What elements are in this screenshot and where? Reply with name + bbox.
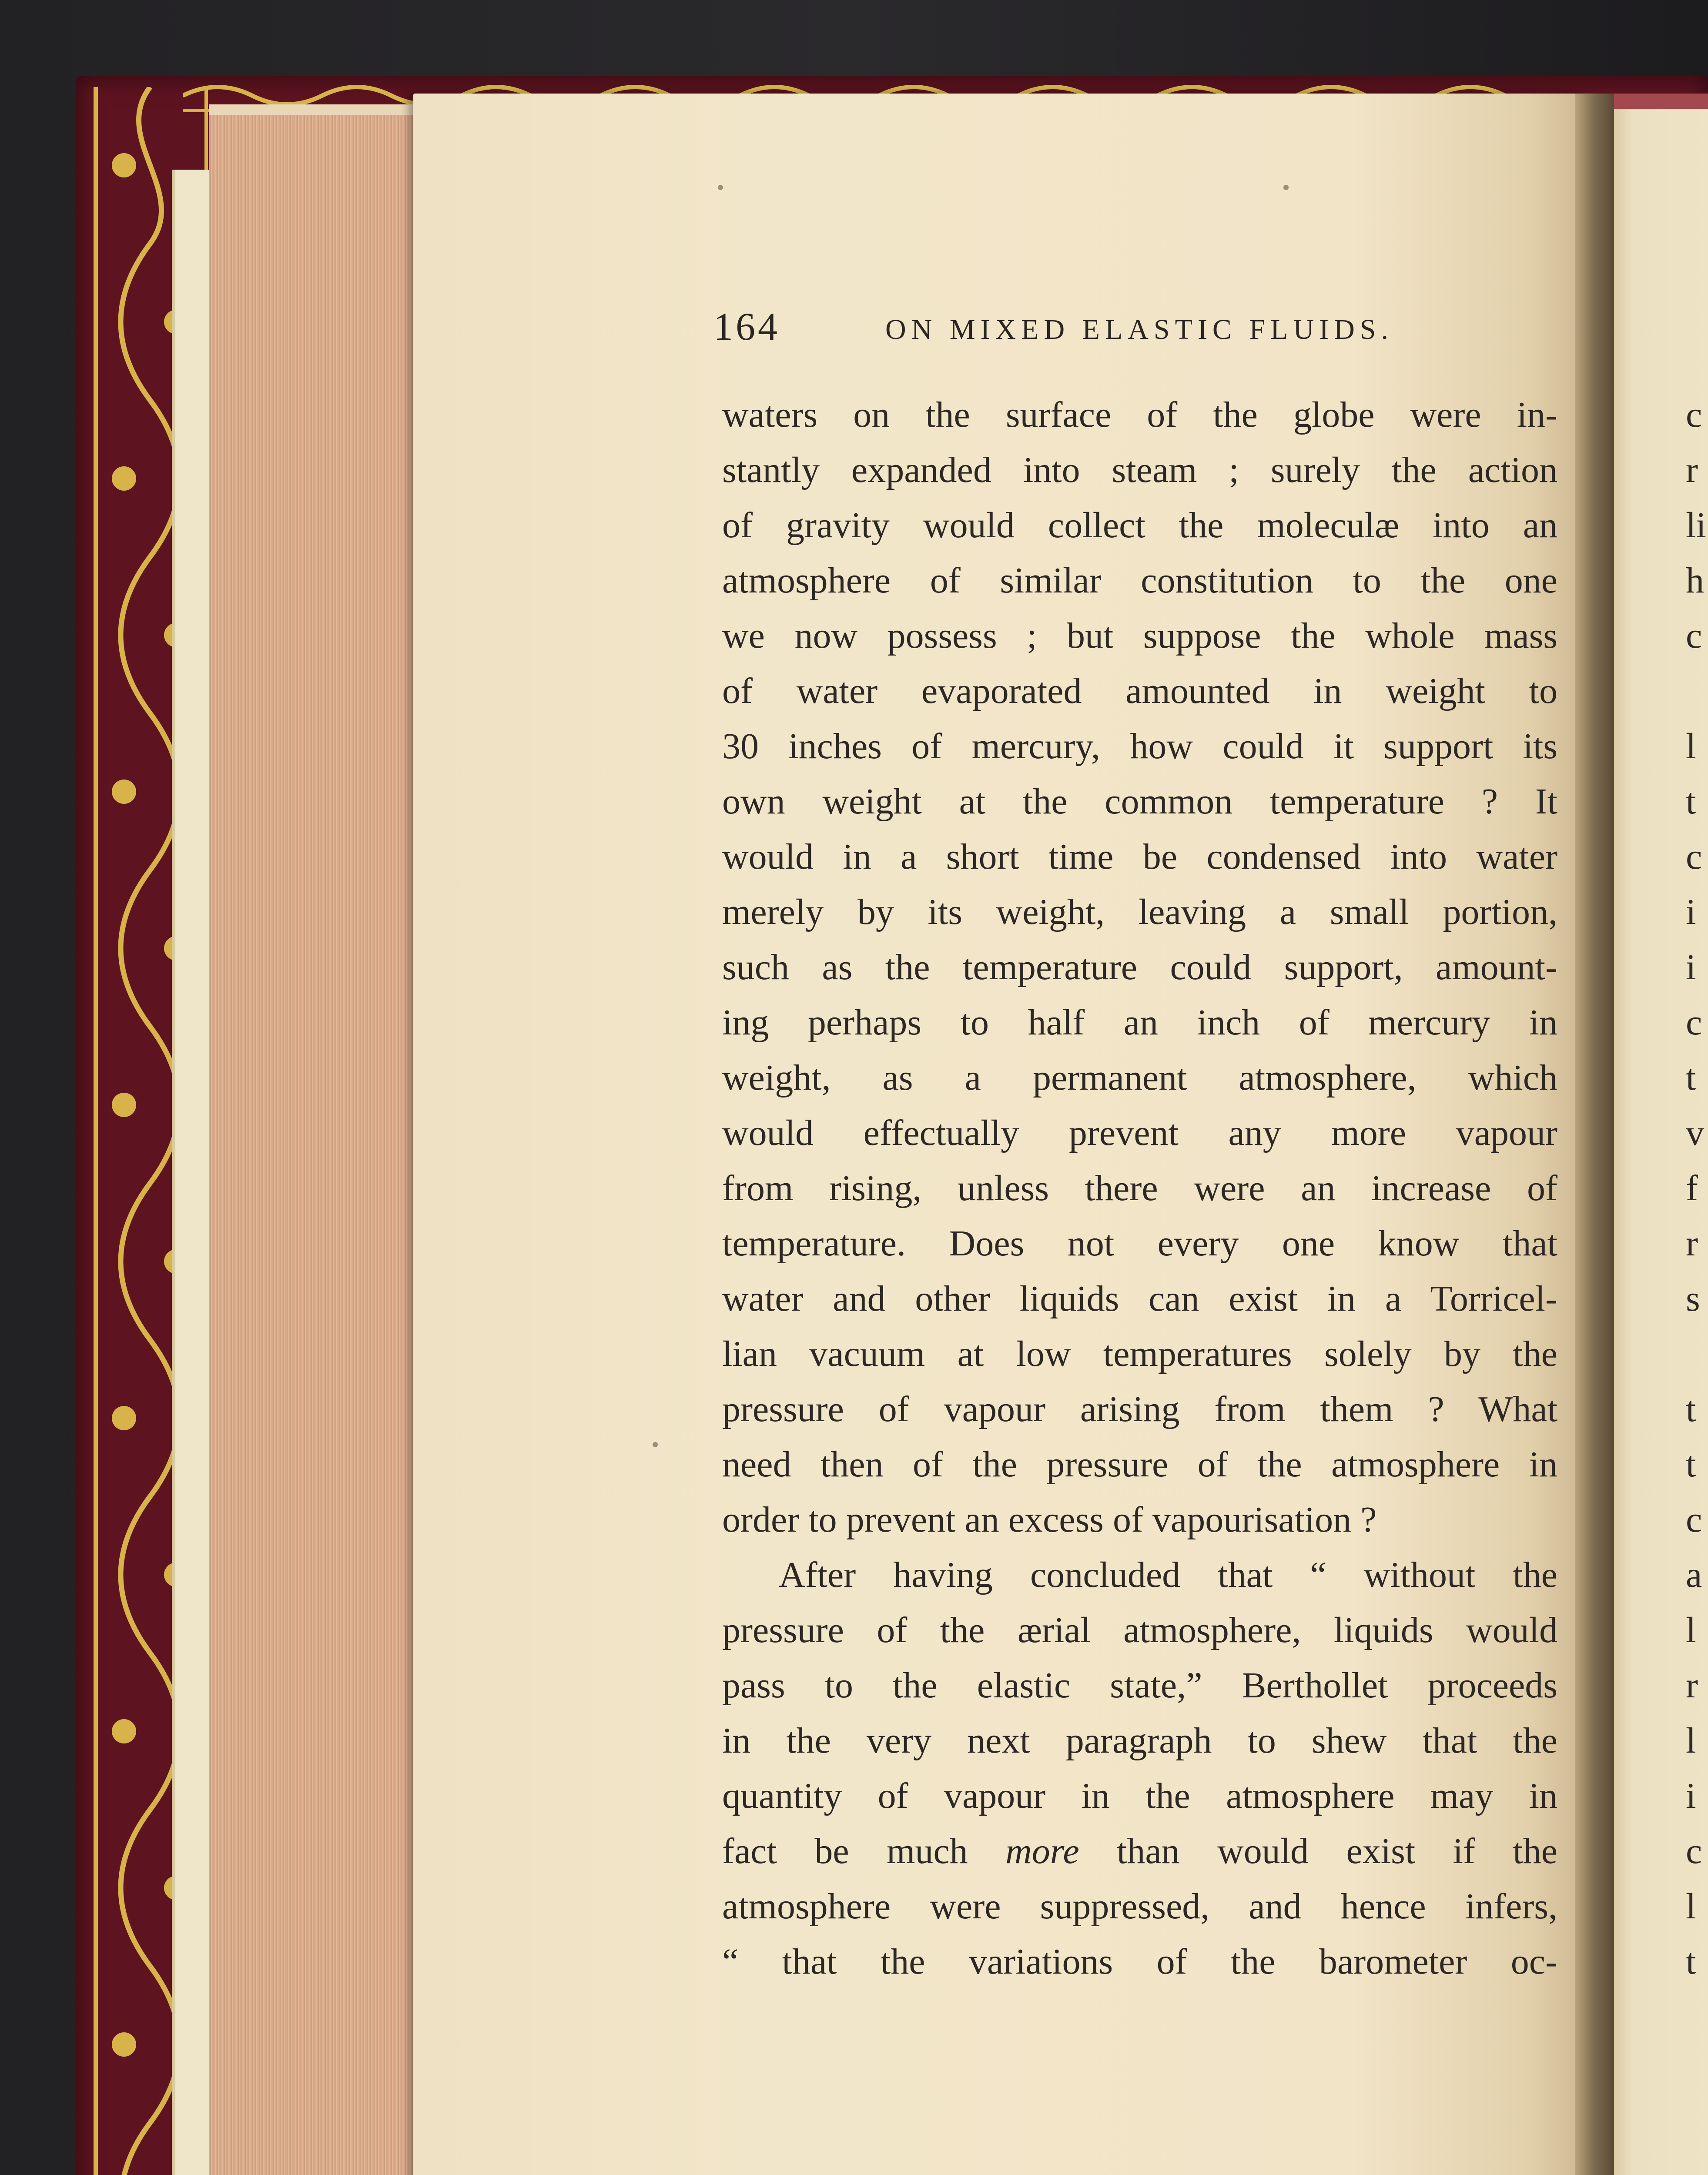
text-line: pressure of vapour arising from them ? What <box>722 1389 1557 1429</box>
text-line: from rising, unless there were an increase of <box>722 1168 1557 1208</box>
facing-page-fragment: i <box>1686 1776 1696 1816</box>
facing-page-fragment: c <box>1686 1499 1702 1540</box>
facing-page-fragment <box>1686 1326 1708 1382</box>
text-line: water and other liquids can exist in a Torricel- <box>722 1278 1557 1319</box>
facing-page-fragment: t <box>1686 1941 1696 1982</box>
facing-page-fragment: v <box>1686 1113 1704 1153</box>
facing-page-fragment: r <box>1686 1223 1698 1264</box>
facing-page-fragment: t <box>1686 1389 1696 1429</box>
body-text <box>722 387 1557 1989</box>
facing-page-fragment: t <box>1686 781 1696 822</box>
text-line: quantity of vapour in the atmosphere may in <box>722 1776 1557 1816</box>
facing-page-fragment: l <box>1686 1610 1696 1650</box>
text-line: atmosphere of similar constitution to the one <box>722 560 1557 601</box>
facing-page-fragment <box>1686 663 1708 719</box>
facing-page-fragment: c <box>1686 1831 1702 1871</box>
text-line: need then of the pressure of the atmosphere in <box>722 1444 1557 1485</box>
paper-speck <box>718 185 723 190</box>
facing-page-fragment: l <box>1686 726 1696 766</box>
text-line: 30 inches of mercury, how could it support its <box>722 726 1557 766</box>
text-line: would in a short time be condensed into water <box>722 837 1557 877</box>
text-line: would effectually prevent any more vapour <box>722 1113 1557 1153</box>
text-line: lian vacuum at low temperatures solely by the <box>722 1334 1557 1374</box>
text-line: of gravity would collect the moleculæ into an <box>722 505 1557 545</box>
text-line: order to prevent an excess of vapourisation ? <box>722 1499 1377 1540</box>
text-line: of water evaporated amounted in weight to <box>722 671 1557 711</box>
facing-page-fragment: t <box>1686 1444 1696 1485</box>
running-head <box>713 304 1401 357</box>
facing-page-fragment: c <box>1686 395 1702 435</box>
facing-page-fragment: l <box>1686 1886 1696 1927</box>
text-line: merely by its weight, leaving a small portion, <box>722 892 1557 932</box>
running-title: ON MIXED ELASTIC FLUIDS. <box>885 314 1393 345</box>
facing-page-text <box>1686 387 1708 1989</box>
facing-page-fragment: l <box>1686 1720 1696 1761</box>
facing-page-fragment: h <box>1686 560 1704 601</box>
facing-page-fragment: s <box>1686 1278 1700 1319</box>
facing-page-fragment: li <box>1686 505 1706 545</box>
text-line: own weight at the common temperature ? It <box>722 781 1557 822</box>
text-line: atmosphere were suppressed, and hence infers, <box>722 1886 1557 1927</box>
text-line: temperature. Does not every one know that <box>722 1223 1557 1264</box>
facing-page-fragment: t <box>1686 1057 1696 1098</box>
text-line: “ that the variations of the barometer oc- <box>722 1941 1557 1982</box>
facing-page-fragment: i <box>1686 892 1696 932</box>
facing-page-fragment: c <box>1686 616 1702 656</box>
text-line: After having concluded that “ without the <box>779 1555 1557 1595</box>
facing-page-fragment: a <box>1686 1555 1702 1595</box>
facing-page-fragment: r <box>1686 450 1698 490</box>
text-line: pressure of the ærial atmosphere, liquids would <box>722 1610 1557 1650</box>
page-number: 164 <box>713 305 780 348</box>
text-line: we now possess ; but suppose the whole mass <box>722 616 1557 656</box>
facing-page-fragment: r <box>1686 1665 1698 1706</box>
facing-page-fragment: c <box>1686 1002 1702 1043</box>
text-line: fact be much more than would exist if the <box>722 1831 1558 1871</box>
text-line: weight, as a permanent atmosphere, which <box>722 1057 1557 1098</box>
text-line: pass to the elastic state,” Berthollet proceeds <box>722 1665 1557 1706</box>
text-line: ing perhaps to half an inch of mercury in <box>722 1002 1557 1043</box>
facing-page-fragment: c <box>1686 837 1702 877</box>
page-block-fore-edge <box>209 115 413 2175</box>
facing-page-fragment: f <box>1686 1168 1698 1208</box>
text-line: stantly expanded into steam ; surely the action <box>722 450 1557 490</box>
paper-speck <box>653 1442 658 1447</box>
paper-speck <box>1283 185 1289 190</box>
text-line: waters on the surface of the globe were in- <box>722 395 1557 435</box>
text-line: in the very next paragraph to shew that the <box>722 1720 1557 1761</box>
binding-gutter <box>1575 94 1614 2175</box>
facing-page-fragment: i <box>1686 947 1696 987</box>
text-line: such as the temperature could support, amount- <box>722 947 1557 987</box>
